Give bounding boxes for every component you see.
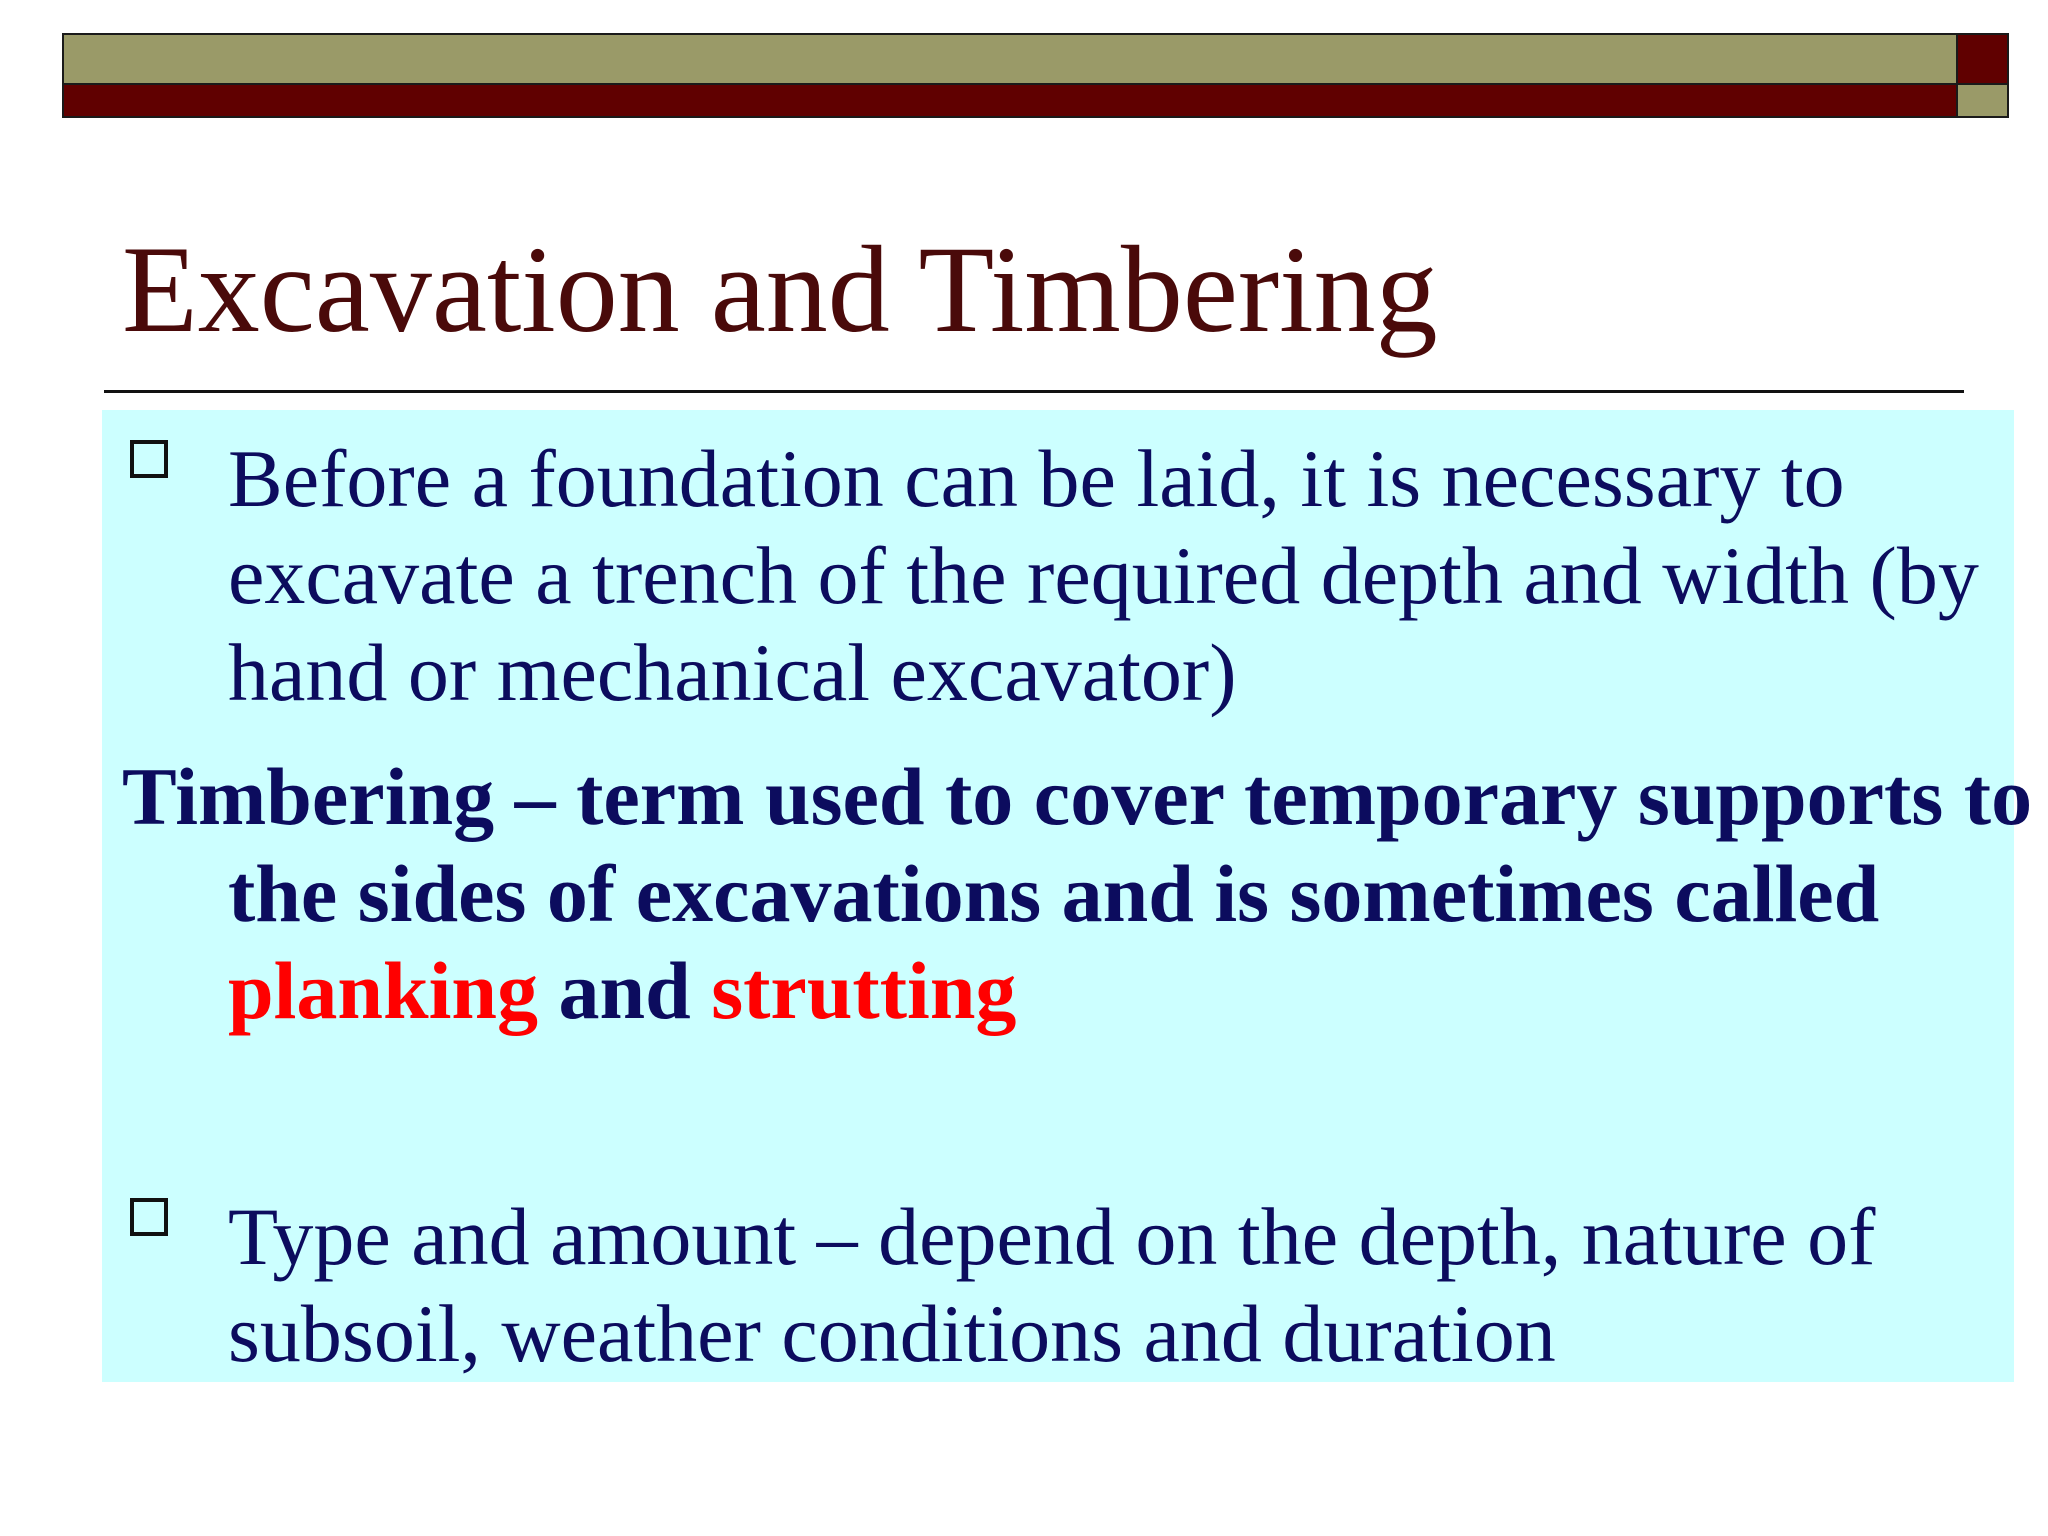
square-bullet-icon <box>130 1198 168 1236</box>
slide-title: Excavation and Timbering <box>122 221 1438 358</box>
bullet-text-1: Before a foundation can be laid, it is necessary to excavate a trench of the required depth and width (by hand or mechanical excavator) <box>228 433 1979 718</box>
content-panel <box>102 410 2033 1382</box>
bullet-text-2: Type and amount – depend on the depth, nature of subsoil, weather conditions and duration <box>228 1191 1876 1379</box>
header-bar-maroon <box>62 85 1958 118</box>
highlight-strutting: strutting <box>711 945 1017 1036</box>
definition-part-1: Timbering – term used to cover temporary supports to the sides of excavations and is sometimes called <box>122 751 2033 939</box>
title-divider <box>104 390 1964 393</box>
square-bullet-icon <box>130 440 168 478</box>
definition-part-2: and <box>537 945 712 1036</box>
header-bar-olive <box>62 33 1958 85</box>
definition-text <box>122 748 2048 1039</box>
header-corner-maroon <box>1958 33 2009 85</box>
highlight-planking: planking <box>228 945 538 1036</box>
header-corner-olive <box>1958 85 2009 118</box>
